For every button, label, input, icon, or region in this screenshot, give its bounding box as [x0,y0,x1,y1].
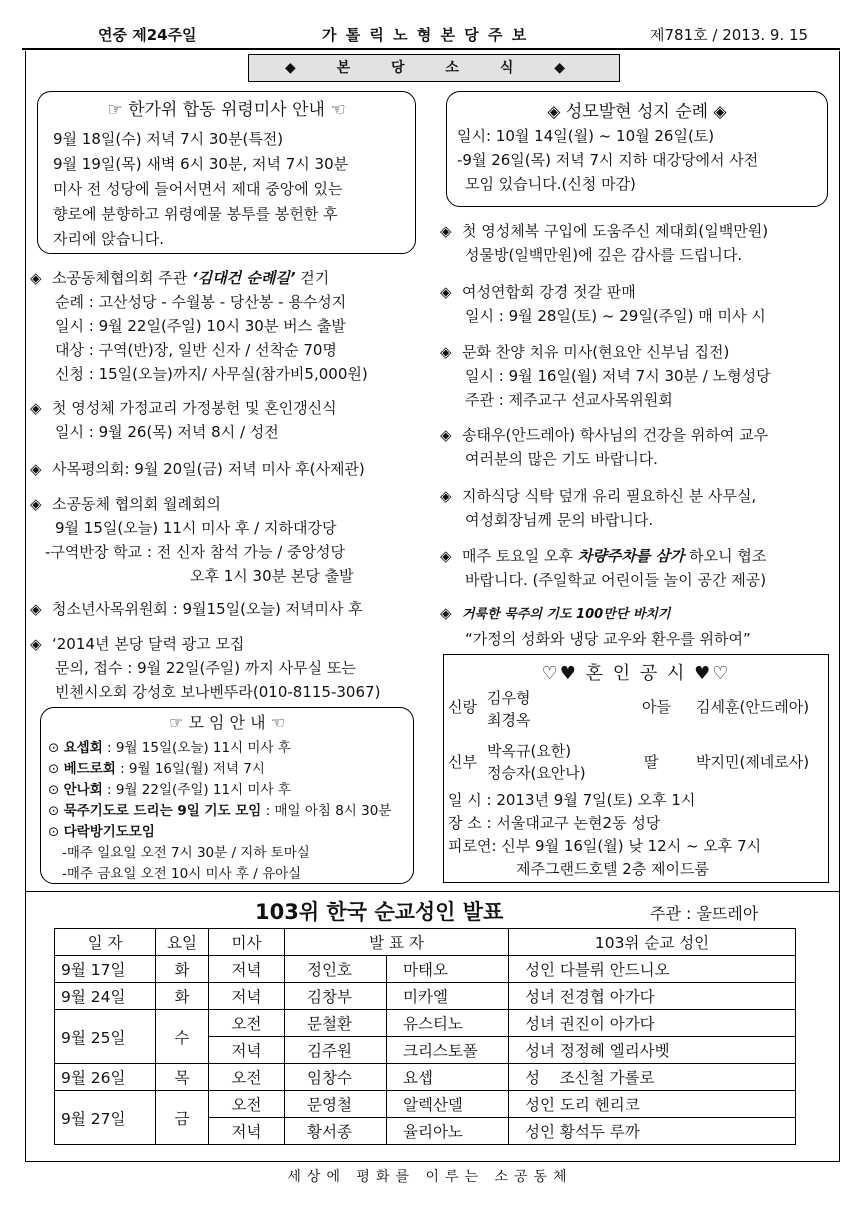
bride-parents: 박옥규(요한) 정승자(요안나) [487,742,586,782]
diamond-icon: ◈ [440,604,452,622]
table-row: 9월 17일 화 저녁 정인호 마태오 성인 다블뤼 안드니오 [55,956,796,983]
table-header-row: 일 자 요일 미사 발 표 자 103위 순교 성인 [55,929,796,956]
notice-item: ◈ 여성연합회 강경 젓갈 판매 일시 : 9월 28일(토) ~ 29일(주일) 매 미사 시 [440,280,766,328]
groom-relation: 아들 [642,698,671,716]
notice-item: ◈ 사목평의회: 9월 20일(금) 저녁 미사 후(사제관) [30,457,365,481]
notice-item: ◈ ‘2014년 본당 달력 광고 모집 문의, 접수 : 9월 22일(주일) 까지 사무실 또는 빈첸시오회 강성호 보나벤뚜라(010-8115-3067) [30,632,380,704]
hangawi-line: 9월 18일(수) 저녁 7시 30분(특전) [53,130,284,148]
notice-item: ◈ 첫 영성체 가정교리 가정봉헌 및 혼인갱신식 일시 : 9월 26(목) 저녁 8시 / 성전 [30,396,337,444]
marriage-title: ♡♥ 혼 인 공 시 ♥♡ [541,663,731,684]
pilgrimage-line: -9월 26일(목) 저녁 7시 지하 대강당에서 사전 [457,151,759,169]
meeting-item: ⊙ 안나회 : 9월 22일(주일) 11시 미사 후 [48,782,291,798]
table-row: 9월 26일 목 오전 임창수 요셉 성 조신철 가롤로 [55,1064,796,1091]
pilgrimage-title: ◈ 성모발현 성지 순례 ◈ [547,102,727,122]
diamond-icon: ◈ [440,487,452,505]
header-rule [22,48,840,50]
notice-item: ◈ 소공동체 협의회 월례회의 9월 15일(오늘) 11시 미사 후 / 지하대강당 -구역반장 학교 : 전 신자 참석 가능 / 중앙성당 오후 1시 30분 본당 출발 [30,492,354,588]
meeting-sub: -매주 일요일 오전 7시 30분 / 지하 토마실 [62,845,310,861]
diamond-icon: ◈ [440,547,452,565]
meeting-item: ⊙ 다락방기도모임 [48,824,155,840]
meeting-item: ⊙ 묵주기도로 드리는 9일 기도 모임 : 매일 아침 8시 30분 [48,803,392,819]
diamond-icon: ◈ [30,495,42,513]
saints-title: 103위 한국 순교성인 발표 [255,900,504,924]
table-row: 저녁 김주원 크리스토폴 성녀 정정혜 엘리사벳 [55,1037,796,1064]
marriage-details: 일 시 : 2013년 9월 7일(토) 오후 1시 장 소 : 서울대교구 논현2동 성당 피로연: 신부 9월 16일(월) 낮 12시 ~ 오후 7시 제주그랜드호텔 2층 제이드룸 [448,791,762,878]
notice-item: ◈ 청소년사목위원회 : 9월15일(오늘) 저녁미사 후 [30,597,363,621]
diamond-icon: ◈ [440,426,452,444]
week-label: 연중 제24주일 [98,26,197,44]
saints-table-wrap [54,928,796,1145]
table-row: 9월 24일 화 저녁 김창부 미카엘 성녀 전경협 아가다 [55,983,796,1010]
groom-parents: 김우형 최경옥 [487,689,531,729]
diamond-icon: ◈ [30,399,42,417]
hangawi-line: 미사 전 성당에 들어서면서 제대 중앙에 있는 [53,180,343,198]
hangawi-line: 9월 19일(목) 새벽 6시 30분, 저녁 7시 30분 [53,155,349,173]
marriage-box [443,654,829,883]
diamond-icon: ◈ [440,283,452,301]
footer-motto: 세상에 평화를 이루는 소공동체 [287,1169,573,1185]
diamond-icon: ◈ [30,269,42,287]
notice-item: ◈ 매주 토요일 오후 차량주차를 삼가 하오니 협조 바랍니다. (주일학교 어린이들 놀이 공간 제공) [440,544,766,592]
meetings-title: ☞ 모 임 안 내 ☜ [169,713,285,732]
saints-table [54,928,796,1145]
section-title: ◆ 본 당 소 식 ◆ [248,54,620,82]
section-divider [25,891,840,892]
notice-item: ◈ 문화 찬양 치유 미사(현요안 신부님 집전) 일시 : 9월 16일(월) 저녁 7시 30분 / 노형성당 주관 : 제주교구 선교사목위원회 [440,340,771,412]
table-row: 9월 25일 수 오전 문철환 유스티노 성녀 권진이 아가다 [55,1010,796,1037]
hangawi-line: 자리에 앉습니다. [53,230,164,248]
hangawi-line: 향로에 분향하고 위령예물 봉투를 봉헌한 후 [53,205,338,223]
meeting-item: ⊙ 요셉회 : 9월 15일(오늘) 11시 미사 후 [48,740,291,756]
notice-item: ◈ 송태우(안드레아) 학사님의 건강을 위하여 교우 여러분의 많은 기도 바랍니다. [440,423,768,471]
table-row: 저녁 황서종 율리아노 성인 황석두 루까 [55,1118,796,1145]
notice-item: ◈ 소공동체협의회 주관 ‘김대건 순례길’ 걷기 순례 : 고산성당 - 수월봉 - 당산봉 - 용수성지 일시 : 9월 22일(주일) 10시 30분 버스 출발 대상 : 구역(반)장, 일반 신자 / 선착순 70명 신청 : 15일(오늘)까지/ 사무실(참가비5,000원) [30,266,368,386]
notice-item: ◈ 지하식당 식탁 덮개 유리 필요하신 분 사무실, 여성회장님께 문의 바랍니다. [440,484,756,532]
diamond-icon: ◈ [30,600,42,618]
meeting-sub: -매주 금요일 오전 10시 미사 후 / 유아실 [62,866,302,882]
notice-item: ◈ 거룩한 묵주의 기도 100만단 바치기 “가정의 성화와 냉당 교우와 환우를 위하여” [440,601,751,651]
notice-item: ◈ 첫 영성체복 구입에 도움주신 제대회(일백만원) 성물방(일백만원)에 깊은 감사를 드립니다. [440,219,768,267]
bulletin-title: 가 톨 릭 노 형 본 당 주 보 [322,26,529,44]
bride-label: 신부 [448,753,477,771]
pilgrimage-box [446,91,828,207]
diamond-icon: ◈ [440,343,452,361]
groom-label: 신랑 [448,698,477,716]
groom-name: 김세훈(안드레아) [696,698,810,716]
diamond-icon: ◈ [440,222,452,240]
issue-number: 제781호 / 2013. 9. 15 [650,26,809,44]
saints-host: 주관 : 울뜨레아 [650,904,759,923]
hangawi-title: ☞ 한가위 합동 위령미사 안내 ☜ [107,100,346,120]
meeting-item: ⊙ 베드로회 : 9월 16일(월) 저녁 7시 [48,761,265,777]
pilgrimage-line: 모임 있습니다.(신청 마감) [465,175,636,193]
bride-relation: 딸 [644,753,659,771]
meetings-box [40,707,414,884]
bride-name: 박지민(제네로사) [696,753,810,771]
diamond-icon: ◈ [30,460,42,478]
table-row: 9월 27일 금 오전 문영철 알렉산델 성인 도리 헨리코 [55,1091,796,1118]
pilgrimage-line: 일시: 10월 14일(월) ~ 10월 26일(토) [457,127,715,145]
hangawi-box [37,91,416,254]
diamond-icon: ◈ [30,635,42,653]
